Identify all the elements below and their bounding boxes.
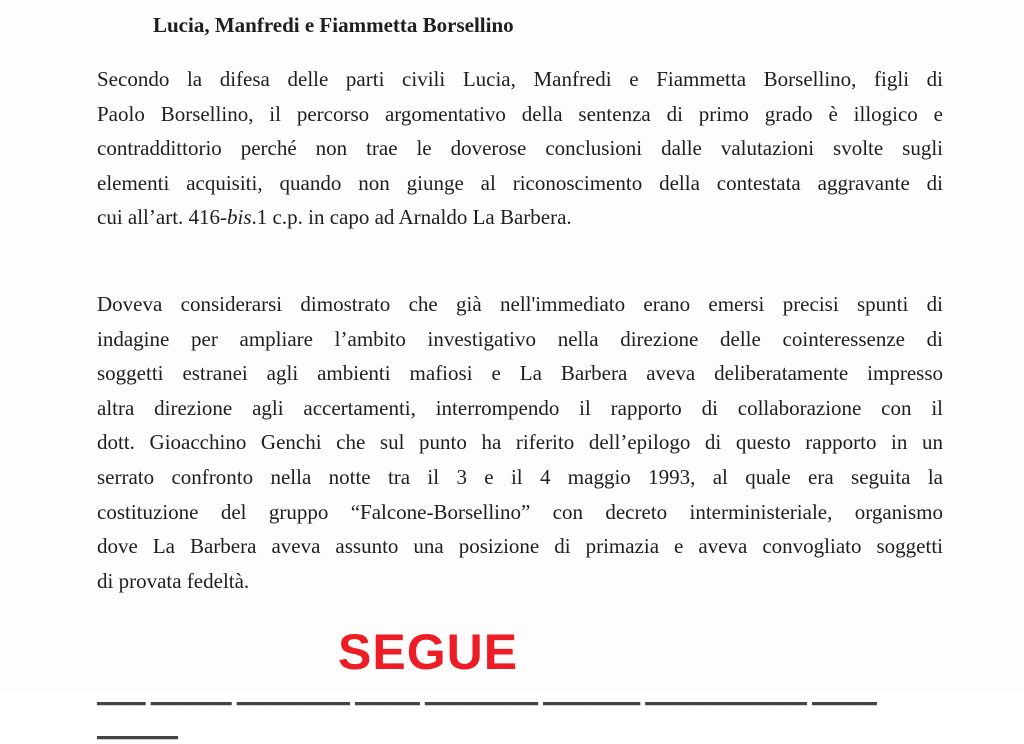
paragraph-line: indagine per ampliare l’ambito investigativo nella direzione delle cointeressenze di [97, 326, 943, 351]
cut-off-next-line [97, 680, 943, 739]
paragraph-1 [97, 62, 943, 235]
paragraph-2 [97, 287, 943, 598]
paragraph-line-last: di provata fedeltà. [97, 568, 250, 593]
text-segment: .1 c.p. in capo ad Arnaldo La Barbera. [251, 205, 572, 230]
paragraph-line: Secondo la difesa delle parti civili Lucia, Manfredi e Fiammetta Borsellino, figli di [97, 67, 943, 91]
paragraph-line: serrato confronto nella notte tra il 3 e il 4 maggio 1993, al quale era seguita la [97, 464, 943, 489]
paragraph-line: dott. Gioacchino Genchi che sul punto ha riferito dell’epilogo di questo rapporto in un [97, 430, 943, 455]
paragraph-line: soggetti estranei agli ambienti mafiosi e La Barbera aveva deliberatamente impresso [97, 361, 943, 386]
paragraph-line: dove La Barbera aveva assunto una posizione di primazia e aveva convogliato soggetti [97, 534, 943, 559]
paragraph-line: Doveva considerarsi dimostrato che già nell'immediato erano emersi precisi spunti di [97, 292, 943, 316]
italic-text-segment: bis [227, 205, 252, 230]
paragraph-line: elementi acquisiti, quando non giunge al riconoscimento della contestata aggravante di [97, 170, 943, 195]
section-heading: Lucia, Manfredi e Fiammetta Borsellino [153, 13, 514, 37]
paragraph-line: altra direzione agli accertamenti, interrompendo il rapporto di collaborazione con il [97, 395, 943, 420]
paragraph-line-last [97, 200, 943, 235]
paragraph-line: contraddittorio perché non trae le doverose conclusioni dalle valutazioni svolte sugli [97, 136, 943, 161]
paragraph-line: Paolo Borsellino, il percorso argomentativo della sentenza di primo grado è illogico e [97, 101, 943, 126]
paragraph-line: costituzione del gruppo “Falcone-Borsellino” con decreto interministeriale, organismo [97, 499, 943, 524]
cut-off-text-glyphs: ▁▁▁ ▁▁▁▁▁ ▁▁▁▁▁▁▁ ▁▁▁▁ ▁▁▁▁▁▁▁ ▁▁▁▁▁▁ ▁▁▁▁▁▁▁▁▁▁ ▁▁▁▁ ▁▁▁▁▁ [97, 681, 877, 739]
text-segment: cui all’art. 416- [97, 205, 228, 230]
segue-overlay-label: SEGUE [338, 624, 519, 680]
